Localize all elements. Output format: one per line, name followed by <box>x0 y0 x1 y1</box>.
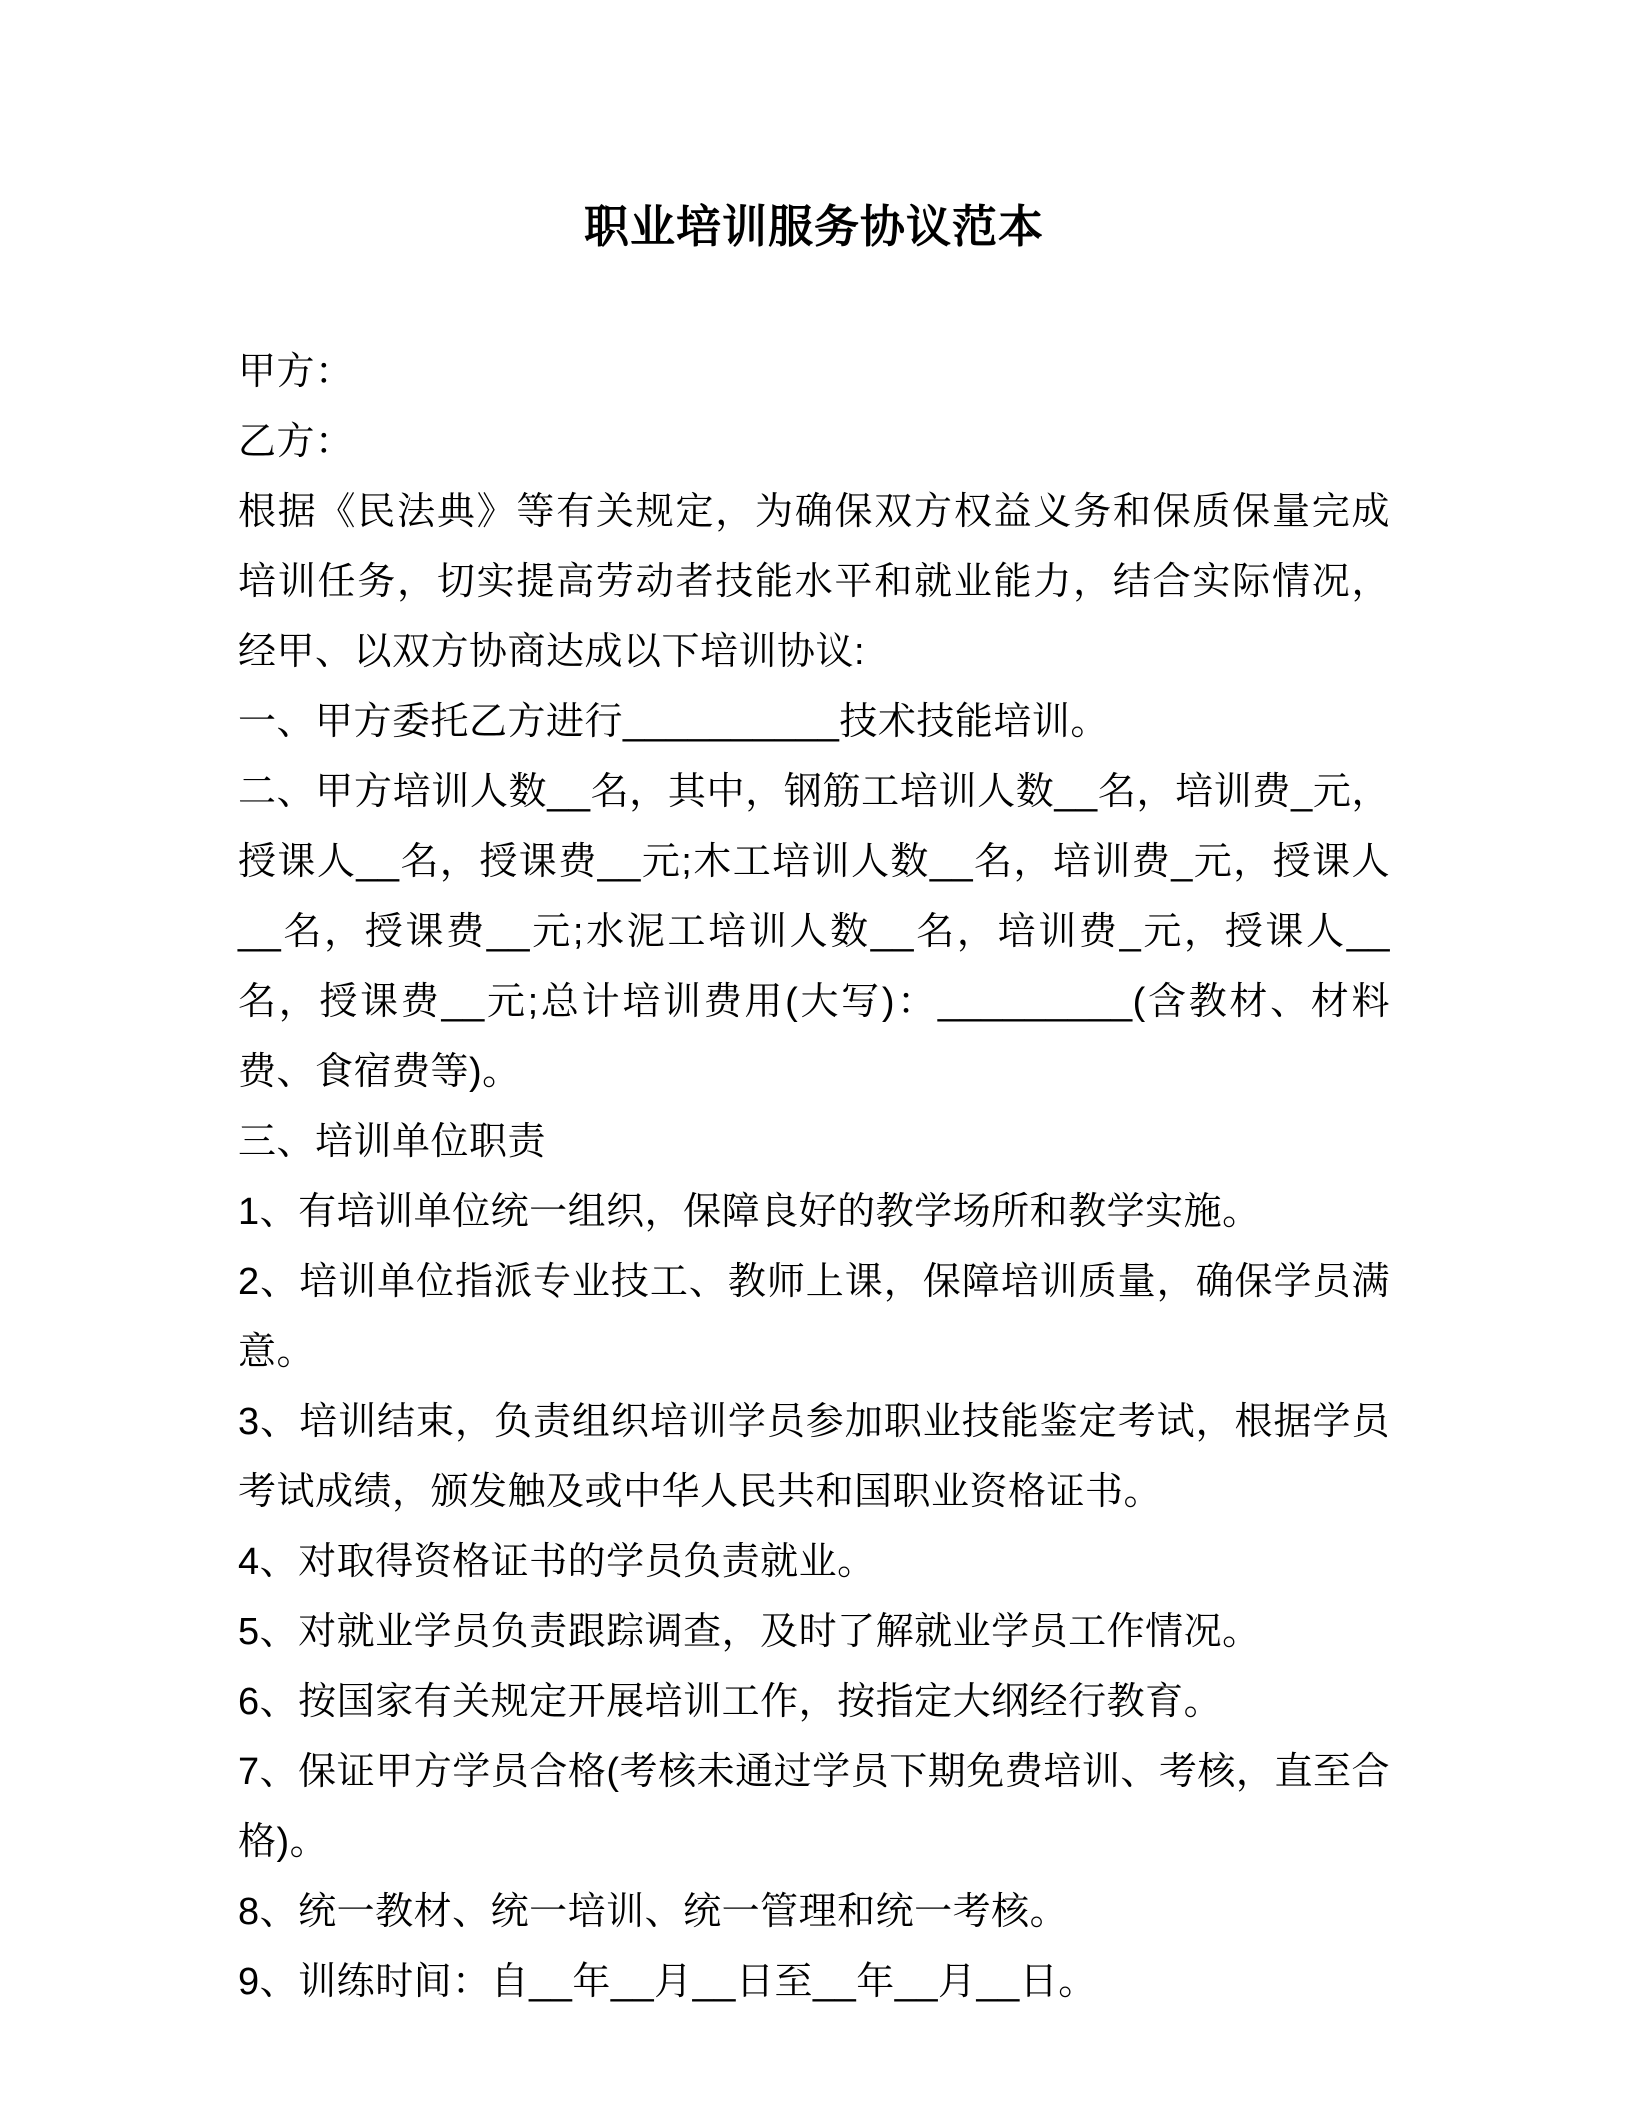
paragraph-party-a: 甲方： <box>238 351 354 393</box>
clause-3-heading-duties: 三、培训单位职责 <box>238 1121 547 1163</box>
duty-item-6: 6、按国家有关规定开展培训工作，按指定大纲经行教育。 <box>238 1681 1223 1723</box>
duty-item-1: 1、有培训单位统一组织，保障良好的教学场所和教学实施。 <box>238 1191 1261 1233</box>
duty-item-4: 4、对取得资格证书的学员负责就业。 <box>238 1541 876 1583</box>
document-title: 职业培训服务协议范本 <box>583 201 1044 252</box>
duty-item-2: 2、培训单位指派专业技工、教师上课，保障培训质量，确保学员满意。 <box>238 1261 1390 1373</box>
duty-item-7: 7、保证甲方学员合格(考核未通过学员下期免费培训、考核，直至合格)。 <box>238 1751 1390 1863</box>
clause-2-trainee-counts-fees: 二、甲方培训人数__名，其中，钢筋工培训人数__名，培训费_元，授课人__名，授课费__元;木工培训人数__名，培训费_元，授课人__名，授课费__元;水泥工培训人数__名，培训费_元，授课人__名，授课费__元;总计培训费用(大写)：_________(含教材、材料费、食宿费等)。 <box>238 771 1390 1093</box>
duty-item-3: 3、培训结束，负责组织培训学员参加职业技能鉴定考试，根据学员考试成绩，颁发触及或中华人民共和国职业资格证书。 <box>238 1401 1390 1513</box>
clause-1-training-scope: 一、甲方委托乙方进行__________技术技能培训。 <box>238 701 1109 743</box>
duty-item-8: 8、统一教材、统一培训、统一管理和统一考核。 <box>238 1891 1069 1933</box>
paragraph-preamble: 根据《民法典》等有关规定，为确保双方权益义务和保质保量完成培训任务，切实提高劳动者技能水平和就业能力，结合实际情况，经甲、以双方协商达成以下培训协议: <box>238 491 1390 673</box>
paragraph-party-b: 乙方： <box>238 421 354 463</box>
duty-item-9-schedule: 9、训练时间：自__年__月__日至__年__月__日。 <box>238 1961 1097 2003</box>
duty-item-5: 5、对就业学员负责跟踪调查，及时了解就业学员工作情况。 <box>238 1611 1261 1653</box>
